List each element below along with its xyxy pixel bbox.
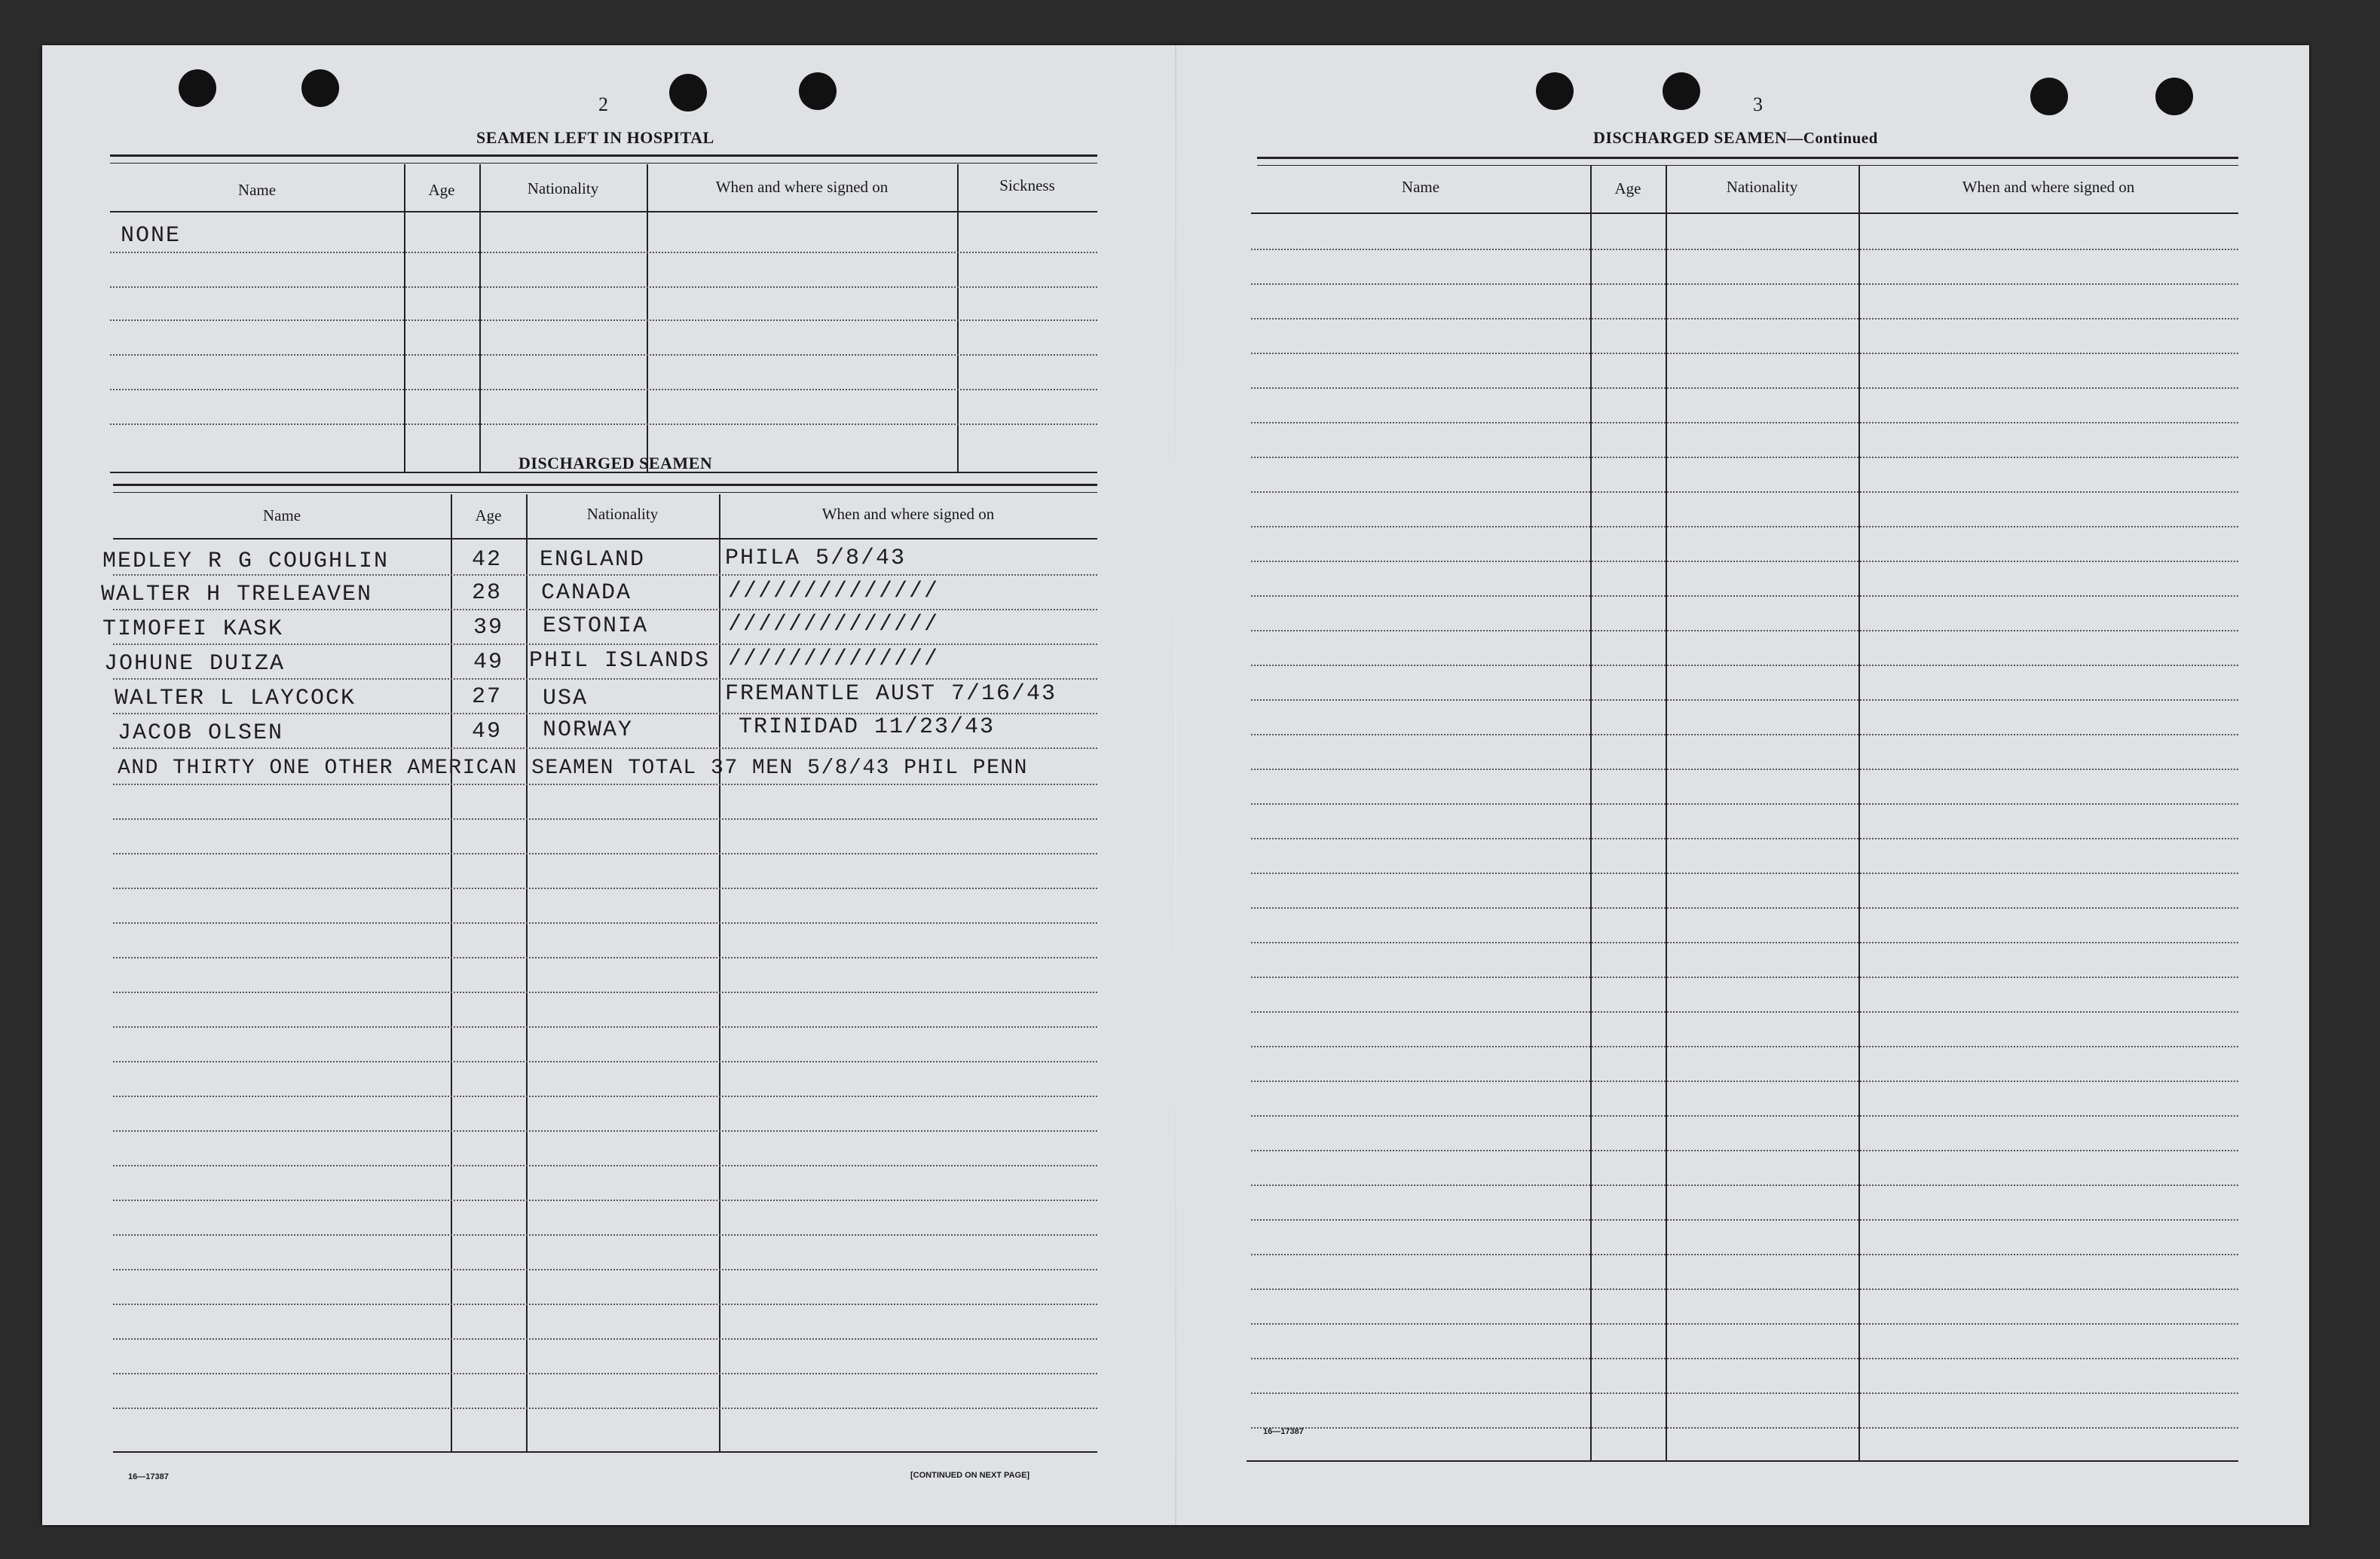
seaman-nationality: USA (543, 686, 589, 711)
discharged-row-line (113, 992, 1097, 993)
seaman-age: 28 (472, 580, 503, 606)
right-col-nationality: Nationality (1726, 178, 1798, 196)
discharged-col-nationality: Nationality (586, 505, 659, 523)
right-row-line (1251, 1150, 2238, 1151)
seaman-name: WALTER L LAYCOCK (115, 686, 356, 711)
seaman-signed-on: PHILA 5/8/43 (725, 546, 907, 571)
right-row-line (1251, 283, 2238, 285)
hospital-header-rule (110, 211, 1097, 212)
right-row-line (1251, 699, 2238, 701)
hospital-col-nationality: Nationality (527, 179, 599, 197)
right-row-line (1251, 907, 2238, 909)
continued-suffix: —Continued (1787, 129, 1878, 147)
right-row-line (1251, 1254, 2238, 1255)
hospital-row-line (110, 319, 1097, 321)
right-row-line (1251, 1185, 2238, 1186)
right-row-line (1251, 353, 2238, 354)
discharged-row-line (113, 818, 1097, 820)
form-number-left: 16—17387 (128, 1472, 169, 1481)
right-row-line (1251, 665, 2238, 666)
discharged-col-divider (526, 494, 528, 1453)
discharged-bottom-rule (113, 1451, 1097, 1453)
discharged-continued-title (1593, 128, 1878, 148)
discharged-row-line (113, 784, 1097, 785)
discharged-row-line (113, 1096, 1097, 1097)
right-top-rule (1257, 157, 2238, 166)
right-row-line (1251, 1081, 2238, 1082)
hospital-col-divider (957, 164, 959, 473)
right-row-line (1251, 318, 2238, 319)
hospital-title: SEAMEN LEFT IN HOSPITAL (476, 128, 714, 147)
right-col-divider (1858, 166, 1860, 1462)
discharged-row-line (113, 922, 1097, 924)
discharged-row-line (113, 747, 1097, 749)
seaman-age: 49 (472, 719, 503, 744)
hospital-row-line (110, 286, 1097, 288)
right-row-line (1251, 422, 2238, 423)
seaman-age: 27 (472, 684, 503, 710)
right-row-line (1251, 1358, 2238, 1359)
hospital-col-signed-on: When and where signed on (715, 178, 889, 196)
discharged-row-line (113, 574, 1097, 576)
discharged-continued-title-main: DISCHARGED SEAMEN (1593, 128, 1788, 147)
punch-hole (2030, 78, 2068, 115)
right-row-line (1251, 387, 2238, 389)
seaman-name: JACOB OLSEN (118, 720, 284, 746)
discharged-row-line (113, 609, 1097, 610)
hospital-col-sickness: Sickness (999, 176, 1055, 194)
discharged-row-line (113, 643, 1097, 645)
discharged-col-name: Name (262, 506, 301, 524)
punch-hole (179, 69, 216, 107)
hospital-col-divider (479, 164, 481, 473)
right-col-signed-on: When and where signed on (1962, 178, 2135, 196)
right-row-line (1251, 249, 2238, 250)
right-bottom-rule (1247, 1460, 2238, 1462)
hospital-row-line (110, 252, 1097, 253)
right-row-line (1251, 1323, 2238, 1325)
discharged-row-line (113, 1061, 1097, 1062)
right-row-line (1251, 1011, 2238, 1013)
seaman-signed-on: ////////////// (728, 647, 940, 672)
hospital-top-rule (110, 154, 1097, 164)
seaman-signed-on: TRINIDAD 11/23/43 (739, 714, 996, 740)
right-row-line (1251, 491, 2238, 493)
punch-hole (2155, 78, 2193, 115)
discharged-row-line (113, 1373, 1097, 1374)
right-row-line (1251, 1392, 2238, 1394)
right-row-line (1251, 561, 2238, 562)
discharged-row-line (113, 1269, 1097, 1270)
page-number-left: 2 (598, 93, 608, 115)
right-row-line (1251, 803, 2238, 805)
hospital-row-line (110, 423, 1097, 425)
hospital-entry-none: NONE (121, 223, 182, 249)
discharged-row-line (113, 888, 1097, 889)
seaman-name: MEDLEY R G COUGHLIN (102, 549, 390, 574)
discharged-row-line (113, 1234, 1097, 1236)
discharged-col-age: Age (475, 506, 502, 524)
punch-hole (1663, 72, 1700, 110)
seaman-nationality: ESTONIA (543, 613, 649, 639)
seaman-signed-on: FREMANTLE AUST 7/16/43 (725, 681, 1057, 707)
page-number-right: 3 (1753, 93, 1763, 115)
right-row-line (1251, 769, 2238, 770)
discharged-row-line (113, 1130, 1097, 1132)
seaman-name: TIMOFEI KASK (102, 616, 284, 642)
right-row-line (1251, 838, 2238, 839)
punch-hole (799, 72, 837, 110)
seaman-nationality: CANADA (541, 580, 632, 606)
page-fold (1175, 45, 1176, 1525)
right-row-line (1251, 630, 2238, 631)
discharged-top-rule (113, 484, 1097, 493)
seaman-age: 39 (473, 615, 504, 640)
right-row-line (1251, 873, 2238, 874)
punch-hole (669, 74, 707, 112)
right-row-line (1251, 1115, 2238, 1117)
right-row-line (1251, 526, 2238, 527)
discharged-row-line (113, 713, 1097, 714)
right-row-line (1251, 977, 2238, 978)
seaman-name: WALTER H TRELEAVEN (101, 582, 373, 607)
seaman-age: 49 (473, 650, 504, 675)
continued-note: [CONTINUED ON NEXT PAGE] (910, 1471, 1030, 1480)
right-row-line (1251, 1288, 2238, 1290)
punch-hole (1536, 72, 1574, 110)
discharged-title: DISCHARGED SEAMEN (519, 454, 713, 472)
seaman-age: 42 (472, 547, 503, 573)
discharged-row-line (113, 1165, 1097, 1166)
right-row-line (1251, 457, 2238, 458)
document-sheet (42, 45, 2309, 1525)
summary-line: AND THIRTY ONE OTHER AMERICAN SEAMEN TOTAL 37 MEN 5/8/43 PHIL PENN (118, 757, 1028, 780)
discharged-row-line (113, 678, 1097, 680)
discharged-col-divider (719, 494, 720, 1453)
right-row-line (1251, 595, 2238, 597)
discharged-row-line (113, 1338, 1097, 1340)
discharged-row-line (113, 853, 1097, 854)
right-col-name: Name (1401, 178, 1440, 196)
hospital-row-line (110, 389, 1097, 390)
punch-hole (301, 69, 339, 107)
seaman-nationality: NORWAY (543, 717, 634, 743)
seaman-signed-on: ////////////// (728, 579, 940, 604)
right-row-line (1251, 1427, 2238, 1429)
hospital-col-age: Age (428, 181, 455, 199)
right-col-age: Age (1614, 179, 1641, 197)
discharged-header-rule (113, 538, 1097, 540)
right-col-divider (1666, 166, 1667, 1462)
right-row-line (1251, 942, 2238, 943)
seaman-nationality: ENGLAND (540, 547, 646, 573)
hospital-col-divider (647, 164, 648, 473)
right-row-line (1251, 734, 2238, 735)
right-header-rule (1251, 212, 2238, 214)
discharged-row-line (113, 1200, 1097, 1201)
right-col-divider (1590, 166, 1592, 1462)
discharged-col-signed-on: When and where signed on (821, 505, 995, 523)
discharged-row-line (113, 1026, 1097, 1028)
discharged-row-line (113, 1304, 1097, 1305)
hospital-col-divider (404, 164, 405, 473)
right-row-line (1251, 1219, 2238, 1221)
discharged-row-line (113, 957, 1097, 958)
right-row-line (1251, 1046, 2238, 1047)
discharged-row-line (113, 1408, 1097, 1409)
seaman-name: JOHUNE DUIZA (104, 651, 286, 677)
hospital-row-line (110, 354, 1097, 356)
hospital-col-name: Name (237, 181, 277, 199)
seaman-nationality: PHIL ISLANDS (529, 648, 711, 674)
seaman-signed-on: ////////////// (728, 612, 940, 637)
form-number-right: 16—17387 (1263, 1427, 1304, 1436)
discharged-col-divider (451, 494, 452, 1453)
